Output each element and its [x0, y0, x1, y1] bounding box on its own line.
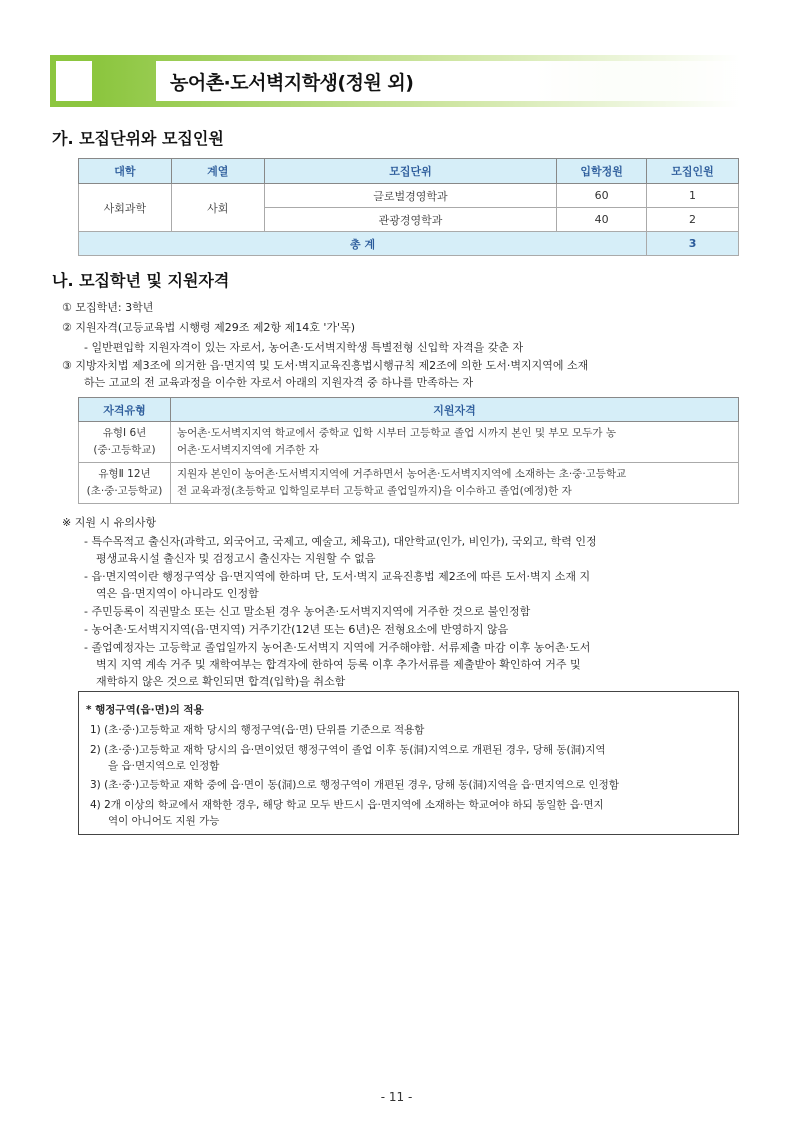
header-square-decoration: [50, 55, 98, 107]
table-header-row: [79, 398, 739, 422]
type-line: (중·고등학교): [93, 444, 156, 456]
page-header-banner: [50, 55, 740, 107]
box-line: 역이 아니어도 지원 가능: [108, 815, 220, 827]
cell-type: [79, 463, 171, 504]
cell-qualification: [171, 463, 739, 504]
cell-quota: 40: [557, 208, 647, 232]
note-line: 재학하지 않은 것으로 확인되면 합격(입학)을 취소함: [96, 675, 346, 688]
cell-unit: 글로벌경영학과: [264, 184, 557, 208]
note-line: - 졸업예정자는 고등학교 졸업일까지 농어촌·도서벽지 지역에 거주해야함. 서류제출 마감 이후 농어촌·도서: [84, 641, 591, 654]
cell-qualification: [171, 422, 739, 463]
col-header-college: 대학: [79, 159, 172, 184]
section-a-title: 가. 모집단위와 모집인원: [52, 129, 224, 148]
total-label: 총 계: [79, 232, 647, 256]
item-grade: ① 모집학년: 3학년: [62, 301, 154, 314]
item-region-cont: 하는 고교의 전 교육과정을 이수한 자로서 아래의 지원자격 중 하나를 만족하는 자: [84, 376, 474, 389]
desc-line: 지원자 본인이 농어촌·도서벽지지역에 거주하면서 농어촌·도서벽지지역에 소재하는 초·중·고등학교: [177, 468, 627, 480]
page-number: - 11 -: [380, 1090, 413, 1104]
total-row: [79, 232, 739, 256]
type-line: 유형Ⅰ 6년: [102, 427, 147, 439]
section-b-title: 나. 모집학년 및 지원자격: [52, 271, 230, 290]
box-title: * 행정구역(읍·면)의 적용: [86, 704, 204, 716]
cell-type: [79, 422, 171, 463]
recruitment-table: [78, 158, 739, 256]
cell-recruit: 2: [647, 208, 739, 232]
table-row: [79, 184, 739, 208]
col-header-recruit: 모집인원: [647, 159, 739, 184]
note-line: - 주민등록이 직권말소 또는 신고 말소된 경우 농어촌·도서벽지지역에 거주한 것으로 불인정함: [84, 605, 531, 618]
box-line: 을 읍·면지역으로 인정함: [108, 760, 220, 772]
desc-line: 농어촌·도서벽지지역 학교에서 중학교 입학 시부터 고등학교 졸업 시까지 본인 및 부모 모두가 농: [177, 427, 616, 439]
cell-college: 사회과학: [79, 184, 172, 232]
total-value: 3: [647, 232, 739, 256]
cell-recruit: 1: [647, 184, 739, 208]
cell-quota: 60: [557, 184, 647, 208]
desc-line: 전 교육과정(초등학교 입학일로부터 고등학교 졸업일까지)을 이수하고 졸업(예정)한 자: [177, 485, 572, 497]
col-header-quota: 입학정원: [557, 159, 647, 184]
table-header-row: [79, 159, 739, 184]
note-line: - 읍·면지역이란 행정구역상 읍·면지역에 한하며 단, 도서·벽지 교육진흥법 제2조에 따른 도서·벽지 소재 지: [84, 570, 591, 583]
note-line: 평생교육시설 출신자 및 검정고시 출신자는 지원할 수 없음: [96, 552, 376, 565]
item-region: ③ 지방자치법 제3조에 의거한 읍·면지역 및 도서·벽지교육진흥법시행규칙 제2조에 의한 도서·벽지지역에 소재: [62, 359, 589, 372]
table-row: [79, 463, 739, 504]
item-qualification: ② 지원자격(고등교육법 시행령 제29조 제2항 제14호 '가'목): [62, 321, 355, 334]
col-header-field: 계열: [171, 159, 264, 184]
page-title: 농어촌·도서벽지학생(정원 외): [170, 72, 414, 94]
qualification-table: [78, 397, 739, 504]
note-line: 벽지 지역 계속 거주 및 재학여부는 합격자에 한하여 등록 이후 추가서류를 제출받아 확인하여 거주 및: [96, 658, 581, 671]
box-line: 2) (초·중·)고등학교 재학 당시의 읍·면이었던 행정구역이 졸업 이후 동(洞)지역으로 개편된 경우, 당해 동(洞)지역: [90, 744, 606, 756]
box-line: 1) (초·중·)고등학교 재학 당시의 행정구역(읍·면) 단위를 기준으로 적용함: [90, 724, 425, 736]
note-line: - 특수목적고 출신자(과학고, 외국어고, 국제고, 예술고, 체육고), 대안학교(인가, 비인가), 국외고, 학력 인정: [84, 535, 597, 548]
notes-title: ※ 지원 시 유의사항: [62, 516, 157, 529]
col-header-qualification: 지원자격: [171, 398, 739, 422]
table-row: [79, 422, 739, 463]
box-line: 4) 2개 이상의 학교에서 재학한 경우, 해당 학교 모두 반드시 읍·면지역에 소재하는 학교여야 하되 동일한 읍·면지: [90, 799, 604, 811]
cell-field: 사회: [171, 184, 264, 232]
col-header-type: 자격유형: [79, 398, 171, 422]
type-line: (초·중·고등학교): [86, 485, 163, 497]
col-header-unit: 모집단위: [264, 159, 557, 184]
note-line: 역은 읍·면지역이 아니라도 인정함: [96, 587, 259, 600]
type-line: 유형Ⅱ 12년: [98, 468, 151, 480]
cell-unit: 관광경영학과: [264, 208, 557, 232]
box-line: 3) (초·중·)고등학교 재학 중에 읍·면이 동(洞)으로 행정구역이 개편된 경우, 당해 동(洞)지역을 읍·면지역으로 인정함: [90, 779, 619, 791]
note-line: - 농어촌·도서벽지지역(읍·면지역) 거주기간(12년 또는 6년)은 전형요소에 반영하지 않음: [84, 623, 509, 636]
item-qualification-detail: - 일반편입학 지원자격이 있는 자로서, 농어촌·도서벽지학생 특별전형 신입학 자격을 갖춘 자: [84, 341, 524, 354]
desc-line: 어촌·도서벽지지역에 거주한 자: [177, 444, 319, 456]
